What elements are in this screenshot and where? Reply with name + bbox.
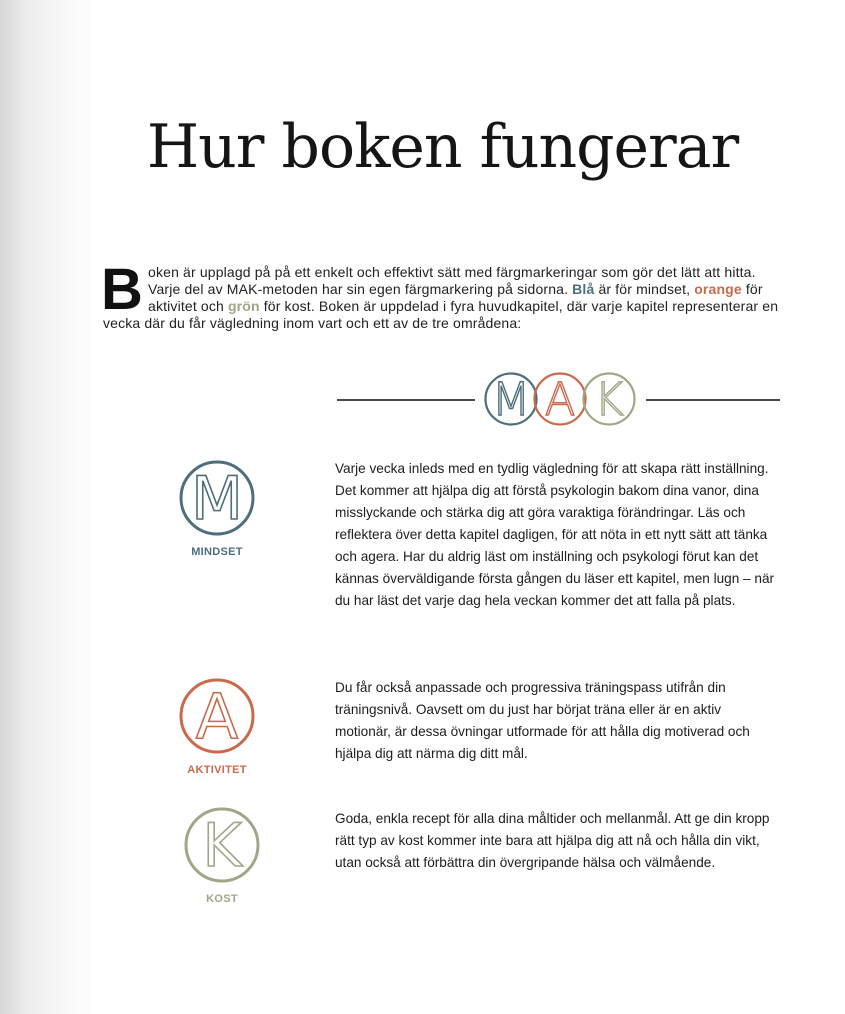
svg-text:M: M xyxy=(191,464,243,534)
divider-left xyxy=(337,399,475,401)
drop-cap: B xyxy=(101,257,144,322)
logo-letter-m: M xyxy=(491,373,531,426)
divider-right xyxy=(646,399,780,401)
mindset-circle-icon xyxy=(177,458,257,538)
kost-circle-icon xyxy=(182,805,262,885)
logo-letter-a: A xyxy=(544,373,576,426)
intro-orange-word: orange xyxy=(694,281,742,297)
intro-blue-word: Blå xyxy=(572,281,595,297)
intro-text-2: är för mindset, xyxy=(594,281,695,297)
intro-text-3: för aktivitet och xyxy=(148,281,763,314)
mak-logo xyxy=(480,368,640,430)
mindset-label: MINDSET xyxy=(191,546,243,558)
kost-paragraph: Goda, enkla recept för alla dina måltider och mellanmål. Att ge din kropp rätt typ av kost kommer inte bara att hjälpa dig att nå och hålla din vikt, utan också att förbättra din övergripande hälsa och välmående. xyxy=(335,811,770,870)
intro-green-word: grön xyxy=(227,298,260,314)
intro-paragraph xyxy=(101,257,783,332)
aktivitet-icon-block xyxy=(157,676,277,776)
aktivitet-circle-icon xyxy=(177,676,257,756)
svg-text:K: K xyxy=(202,811,242,881)
aktivitet-paragraph: Du får också anpassade och progressiva träningspass utifrån din träningsnivå. Oavsett om du just har börjat träna eller är en aktiv motionär, är dessa övningar utformade för att hålla dig motiverad och hjälpa dig att närma dig ditt mål. xyxy=(335,680,750,761)
intro-text-4: för kost. Boken är uppdelad i fyra huvudkapitel, där varje kapitel representerar en vecka där du får vägledning inom vart och ett av de tre områdena: xyxy=(103,298,779,331)
aktivitet-label: AKTIVITET xyxy=(187,764,247,776)
mindset-paragraph: Varje vecka inleds med en tydlig vägledning för att skapa rätt inställning. Det kommer att hjälpa dig att förstå psykologin bakom dina vanor, dina misslyckande och stärka dig att göra varaktiga förändringar. Läs och reflektera över detta kapitel dagligen, för att nöta in ett nytt sätt att tänka och agera. Har du aldrig läst om inställning och psykologi förut kan det kännas överväldigande första gången du läser ett kapitel, men lugn – när du har läst det varje dag hela veckan kommer det att falla på plats. xyxy=(335,461,775,608)
intro-text-1: oken är upplagd på på ett enkelt och effektivt sätt med färgmarkeringar som gör det lätt att hitta. Varje del av MAK-metoden har sin egen färgmarkering på sidorna. xyxy=(148,264,756,297)
svg-text:A: A xyxy=(195,680,239,753)
kost-icon-block xyxy=(162,805,282,905)
kost-label: KOST xyxy=(206,893,238,905)
page-title: Hur boken fungerar xyxy=(146,112,739,182)
logo-letter-k: K xyxy=(594,373,624,426)
mindset-icon-block xyxy=(157,458,277,558)
